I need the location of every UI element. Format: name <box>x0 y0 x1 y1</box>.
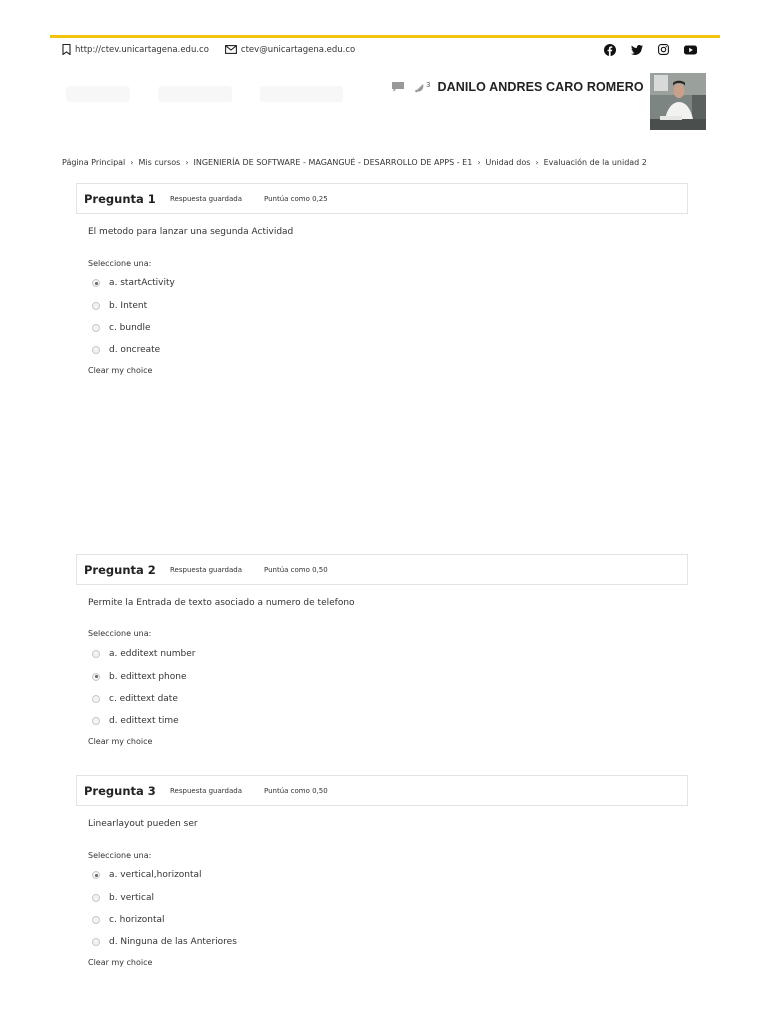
question-grade: Puntúa como 0,50 <box>264 786 328 795</box>
answer-label: c. bundle <box>109 322 151 333</box>
question-state: Respuesta guardada <box>170 565 242 574</box>
breadcrumb-item-course[interactable]: INGENIERÍA DE SOFTWARE - MAGANGUÉ - DESARROLLO DE APPS - E1 <box>193 158 473 167</box>
clear-choice-link[interactable]: Clear my choice <box>88 366 153 375</box>
answer-label: a. edditext number <box>109 649 196 660</box>
avatar[interactable] <box>650 73 706 130</box>
answer-label: b. Intent <box>109 300 148 311</box>
question-state: Respuesta guardada <box>170 194 242 203</box>
user-menu[interactable] <box>392 80 653 94</box>
answer-label: c. edittext date <box>109 693 178 704</box>
twitter-icon[interactable] <box>630 43 643 56</box>
website-link[interactable] <box>62 44 209 55</box>
answer-option[interactable] <box>92 339 175 361</box>
answer-label: b. edittext phone <box>109 671 187 682</box>
question-1-answers <box>92 272 175 362</box>
question-1-text: El metodo para lanzar una segunda Actividad <box>88 227 294 237</box>
answer-label: d. Ninguna de las Anteriores <box>109 937 237 948</box>
chevron-right-icon: › <box>535 158 539 167</box>
question-3-answers <box>92 864 237 954</box>
email-text: ctev@unicartagena.edu.co <box>240 44 356 55</box>
answer-option[interactable] <box>92 864 237 886</box>
answer-label: a. startActivity <box>109 278 175 289</box>
breadcrumb <box>62 158 647 167</box>
radio-button[interactable] <box>92 938 100 946</box>
breadcrumb-item-unit[interactable]: Unidad dos <box>485 158 531 167</box>
radio-button[interactable] <box>92 346 100 354</box>
breadcrumb-item-home[interactable]: Página Principal <box>62 158 126 167</box>
question-title: Pregunta 2 <box>84 562 156 577</box>
breadcrumb-item-courses[interactable]: Mis cursos <box>138 158 181 167</box>
answer-option[interactable] <box>92 643 195 665</box>
question-grade: Puntúa como 0,25 <box>264 194 328 203</box>
question-3-info <box>76 775 688 806</box>
notification-icon[interactable] <box>414 82 425 93</box>
select-prompt: Seleccione una: <box>88 259 152 268</box>
email-link[interactable] <box>225 45 355 55</box>
select-prompt: Seleccione una: <box>88 629 152 638</box>
user-name[interactable]: DANILO ANDRES CARO ROMERO <box>437 80 644 94</box>
answer-option[interactable] <box>92 710 195 732</box>
answer-option[interactable] <box>92 272 175 294</box>
radio-button[interactable] <box>92 673 100 681</box>
radio-button[interactable] <box>92 279 100 287</box>
question-grade: Puntúa como 0,50 <box>264 565 328 574</box>
question-state: Respuesta guardada <box>170 786 242 795</box>
answer-option[interactable] <box>92 886 237 908</box>
answer-option[interactable] <box>92 665 195 687</box>
answer-label: d. edittext time <box>109 716 179 727</box>
answer-label: d. oncreate <box>109 345 161 356</box>
question-1-info <box>76 183 688 214</box>
chevron-right-icon: › <box>130 158 134 167</box>
website-text: http://ctev.unicartagena.edu.co <box>75 44 209 55</box>
answer-label: b. vertical <box>109 892 154 903</box>
instagram-icon[interactable] <box>657 43 670 56</box>
clear-choice-link[interactable]: Clear my choice <box>88 958 153 967</box>
message-icon[interactable] <box>392 82 404 92</box>
question-2-info <box>76 554 688 585</box>
answer-option[interactable] <box>92 688 195 710</box>
radio-button[interactable] <box>92 717 100 725</box>
answer-label: a. vertical,horizontal <box>109 870 202 881</box>
chevron-right-icon: › <box>185 158 189 167</box>
question-title: Pregunta 3 <box>84 783 156 798</box>
envelope-icon <box>225 45 237 54</box>
question-3-text: Linearlayout pueden ser <box>88 819 198 829</box>
contact-bar <box>62 44 371 55</box>
question-title: Pregunta 1 <box>84 191 156 206</box>
radio-button[interactable] <box>92 695 100 703</box>
youtube-icon[interactable] <box>684 43 697 56</box>
breadcrumb-item-quiz[interactable]: Evaluación de la unidad 2 <box>543 158 647 167</box>
radio-button[interactable] <box>92 302 100 310</box>
clear-choice-link[interactable]: Clear my choice <box>88 737 153 746</box>
answer-option[interactable] <box>92 294 175 316</box>
social-links <box>603 43 711 56</box>
answer-option[interactable] <box>92 909 237 931</box>
question-2-text: Permite la Entrada de texto asociado a numero de telefono <box>88 598 355 608</box>
radio-button[interactable] <box>92 871 100 879</box>
header-accent-line <box>50 35 720 38</box>
answer-option[interactable] <box>92 317 175 339</box>
select-prompt: Seleccione una: <box>88 851 152 860</box>
answer-option[interactable] <box>92 931 237 953</box>
notification-count: 3 <box>426 80 431 89</box>
chevron-right-icon: › <box>477 158 481 167</box>
answer-label: c. horizontal <box>109 914 165 925</box>
radio-button[interactable] <box>92 650 100 658</box>
site-logo[interactable] <box>66 80 371 108</box>
radio-button[interactable] <box>92 916 100 924</box>
radio-button[interactable] <box>92 324 100 332</box>
radio-button[interactable] <box>92 894 100 902</box>
question-2-answers <box>92 643 195 733</box>
bookmark-icon <box>62 44 71 55</box>
facebook-icon[interactable] <box>603 43 616 56</box>
